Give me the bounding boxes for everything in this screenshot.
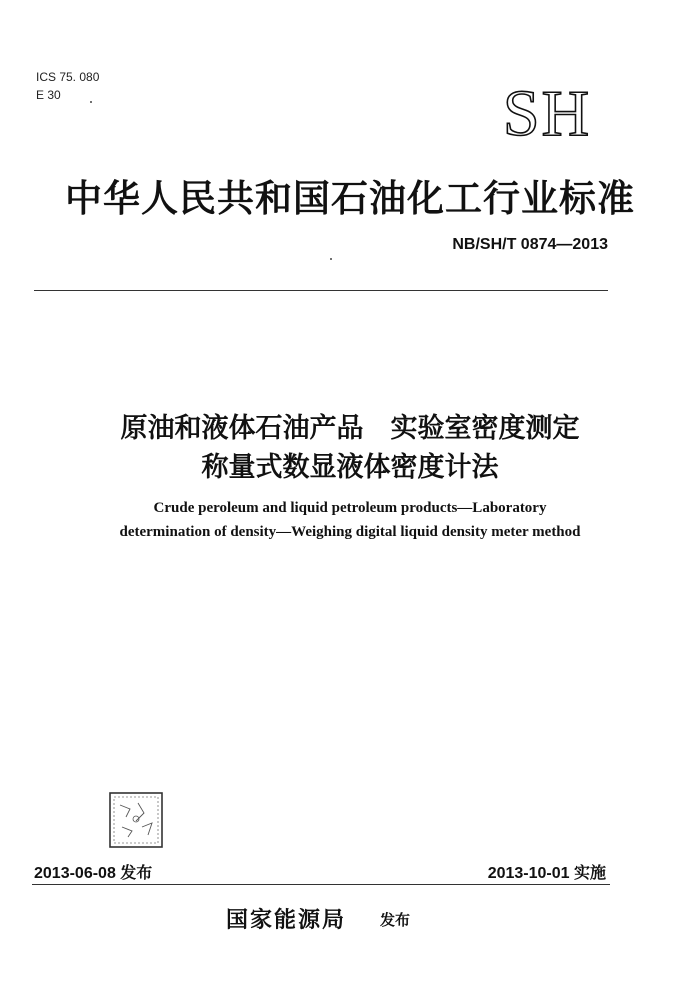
ics-code: ICS 75. 080 bbox=[36, 70, 100, 84]
issue-date: 2013-06-08 发布 bbox=[34, 865, 153, 882]
classification-code: E 30 bbox=[36, 88, 61, 102]
certification-stamp-icon bbox=[108, 791, 164, 849]
org-title: 中华人民共和国石油化工行业标准 bbox=[65, 177, 635, 220]
publisher-action: 发布 bbox=[380, 911, 411, 929]
standard-number: NB/SH/T 0874—2013 bbox=[452, 236, 608, 253]
title-en-line1: Crude peroleum and liquid petroleum products—Laboratory bbox=[153, 500, 547, 516]
publisher-name: 国家能源局 bbox=[226, 908, 347, 933]
implementation-date: 2013-10-01 实施 bbox=[487, 865, 606, 882]
sh-logo-text: SH bbox=[502, 80, 592, 142]
top-divider bbox=[34, 290, 608, 291]
scan-speck bbox=[330, 258, 332, 260]
title-en-line2: determination of density—Weighing digital liquid density meter method bbox=[119, 524, 581, 540]
title-cn-line1: 原油和液体石油产品 实验室密度测定 bbox=[120, 413, 580, 444]
scan-speck bbox=[90, 101, 92, 103]
bottom-divider bbox=[32, 884, 610, 885]
sh-logo bbox=[488, 80, 606, 142]
title-cn-line2: 称量式数显液体密度计法 bbox=[201, 452, 499, 483]
